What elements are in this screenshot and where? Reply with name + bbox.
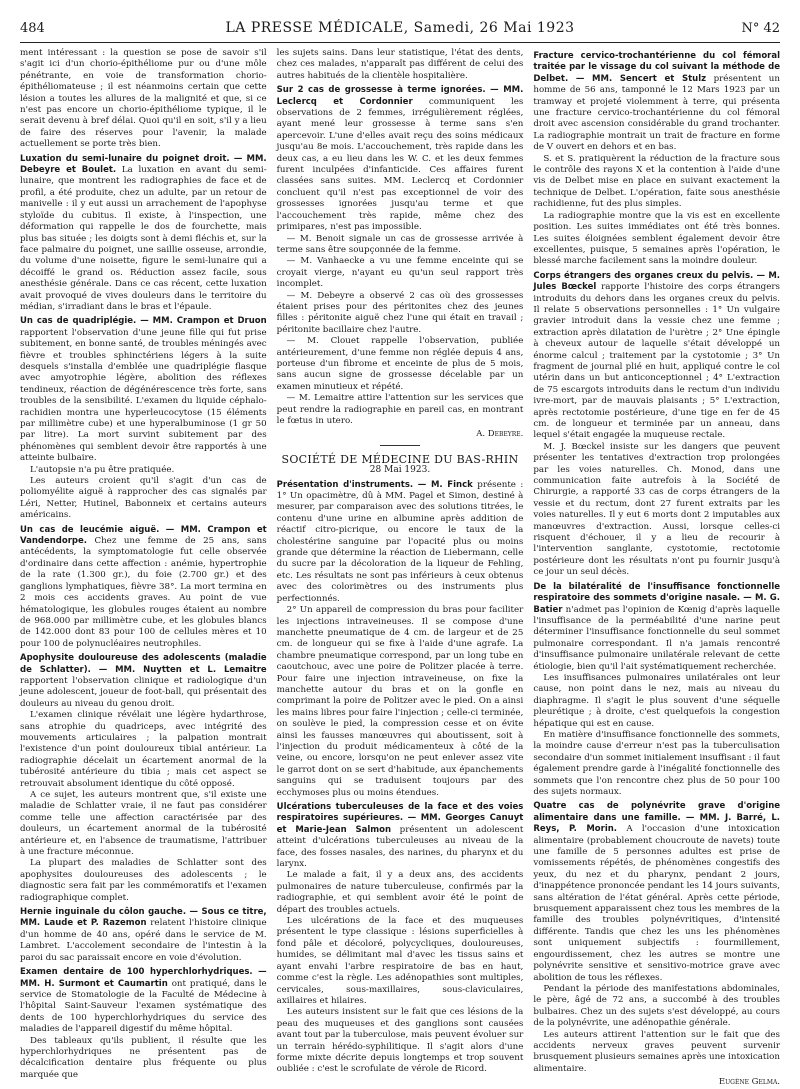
- paragraph: La luxation en avant du semi-lunaire, que montrent les radiographies de face et de profil, a été produite, chez un adulte, par un retour de manivelle : il y eut aussi un arrachement de l'apophyse styloïde du cubitus. Il existe, à l'inspection, une déformation qui rappelle le dos de fourchette, mais plus bas située ; les doigts sont à demi fléchis et, sur la face palmaire du poignet, une saillie osseuse, arrondie, du volume d'une noisette, figure le semi-lunaire qui a décoiffé le grand os. Réduction assez facile, sous anesthésie générale. Dans ce cas récent, cette luxation avait provoqué de vives douleurs dans le territoire du médian, s'irradiant dans le bras et l'épaule.: [20, 165, 267, 312]
- paragraph: présentent un homme de 56 ans, tamponné le 12 Mars 1923 par un tramway et projeté violemment à terre, qui présenta une fracture cervico-trochantérienne du col fémoral droit avec ascension considérable du grand trochanter. La radiographie montrait un trait de fracture en forme de V ouvert en dehors et en bas.: [533, 73, 781, 153]
- society-date: 28 Mai 1923.: [369, 465, 431, 476]
- section-ulcerations: [277, 802, 524, 1076]
- paragraph: rapportent l'observation d'une jeune fille qui fut prise subitement, en bonne santé, de troubles méningés avec fièvre et troubles sphinctériens légers à la suite desquels s'installa d'emblée une quadriplégie flasque avec amyotrophie légère, abolition des réflexes tendineux, réaction de dégénérescence très forte, sans troubles de la sensibilité. L'examen du liquide céphalo-rachidien montra une hyperleucocytose (15 éléments par millimètre cube) et une hyperalbuminose (1 gr 50 par litre). La mort survint subitement par des phénomènes qui semblent devoir être rapportés à une atteinte bulbaire.: [20, 327, 267, 464]
- section-title: Luxation du semi-lunaire du poignet droit. — MM. Debeyre et Boulet.: [20, 153, 267, 176]
- section-title: Ulcérations tuberculeuses de la face et des voies respiratoires supérieures. — MM. Georges Canuyt et Marie-Jean Salmon: [276, 802, 524, 835]
- society-title: SOCIÉTÉ DE MÉDECINE DU BAS-RHIN: [281, 452, 519, 466]
- paragraph: ont pratiqué, dans le service de Stomatologie de la Faculté de Médecine à l'hôpital Saint-Sauveur l'examen systématique des dents de 100 hyperchlorhydriques du service des maladies de l'appareil digestif du même hôpital.: [20, 978, 267, 1035]
- section-title: Quatre cas de polynévrite grave d'origine alimentaire dans une famille. — MM. J. Barré, L. Reys, P. Morin.: [533, 801, 781, 835]
- section-grossesse: [277, 85, 524, 441]
- column-2: [276, 48, 524, 1075]
- paragraph: présente : 1° Un opacimètre, dû à MM. Pagel et Simon, destiné à mesurer, par comparaison avec des solutions titrées, le contenu d'une urine en albumine après addition de réactif citro-picrique, ou encore le taux de la cholestérine sanguine par l'opacité plus ou moins grande que détermine la réaction de Liebermann, celle du sucre par la décoloration de la liqueur de Fehling, etc. Les résultats ne sont pas inférieurs à ceux obtenus avec des colorimètres ou des instruments plus perfectionnés.: [276, 479, 524, 604]
- section-title: Examen dentaire de 100 hyperchlorhydriques. — MM. H. Surmont et Caumartin: [20, 967, 267, 989]
- paragraph: rapportent l'observation clinique et radiologique d'un jeune adolescent, joueur de foot-ball, qui présentait des douleurs au niveau du genou droit.: [20, 675, 267, 709]
- signature: Eugène Gelma.: [718, 1077, 781, 1088]
- signature: A. Debeyre.: [476, 429, 524, 440]
- paragraph: relatent l'histoire clinique d'un homme de 40 ans, opéré dans le service de M. Lambret. L'accolement secondaire de l'intestin à la paroi du sac paraissait encore en voie d'évolution.: [20, 918, 267, 963]
- section-title: Fracture cervico-trochantérienne du col fémoral traitée par le vissage du col suivant la méthode de Delbet. — MM. Sencert et Stulz: [533, 51, 781, 84]
- paragraph: Le malade a fait, il y a deux ans, des accidents pulmonaires de nature tuberculeuse, confirmés par la radiographie, et qui semblent avoir été le point de départ des troubles actuels.: [276, 870, 524, 915]
- section-polynevrite: [533, 801, 780, 1088]
- section-title: Présentation d'instruments. — M. Finck: [276, 479, 473, 490]
- page-number: 484: [20, 21, 45, 36]
- paragraph: L'examen clinique révélait une légère hydarthrose, sans atrophie du quadriceps, avec intégrité des mouvements articulaires ; la palpation montrait l'existence d'un point douloureux tibial antérieur. La radiographie décelait un écartement anormal de la tubérosité antérieure du tibia ; mais cet aspect se retrouvait absolument identique du côté opposé.: [20, 710, 267, 789]
- paragraph: 2° Un appareil de compression du bras pour faciliter les injections intraveineuses. Il se compose d'une manchette pneumatique de 4 cm. de largeur et de 25 cm. de longueur qui se fixe à l'aide d'une agrafe. La chambre pneumatique correspond, par un long tube en caoutchouc, avec une poire de Politzer placée à terre. Pour faire une injection intraveineuse, on fixe la manchette autour du bras et on la gonfle en comprimant la poire de Politzer avec le pied. On a ainsi les mains libres pour faire l'injection ; celle-ci terminée, on soulève le pied, la compression cesse et on évite ainsi les fausses manœuvres qui aboutissent, soit à l'injection du produit médicamenteux à côté de la veine, ou encore, lorsqu'on ne peut enlever assez vite le garrot dont on se sert d'habitude, aux épanchements sanguins qui se traduisent toujours par des ecchymoses plus ou moins étendues.: [276, 605, 524, 798]
- paragraph: — M. Benoit signale un cas de grossesse arrivée à terme sans être soupçonnée de la femme.: [276, 233, 524, 255]
- section-quadriplegie: [20, 316, 267, 521]
- section-corps-etrangers: [533, 271, 780, 579]
- paragraph: La plupart des maladies de Schlatter sont des apophysites douloureuses des adolescents ; le diagnostic sera fait par les commémoratifs et l'examen radiographique complet.: [20, 858, 267, 903]
- section-luxation: [20, 154, 267, 314]
- paragraph: — M. Lemaitre attire l'attention sur les services que peut rendre la radiographie en pareil cas, en montrant le fœtus in utero.: [276, 393, 524, 426]
- journal-title: LA PRESSE MÉDICALE, Samedi, 26 Mai 1923: [225, 20, 575, 36]
- page-header: [20, 20, 780, 43]
- section-title: Hernie inguinale du côlon gauche. — Sous ce titre, MM. Laude et P. Razemon: [20, 907, 267, 929]
- paragraph: — M. Debeyre a observé 2 cas où des grossesses étaient prises pour des péritonites chez des jeunes filles : péritonite aiguë chez l'une qui était en travail ; péritonite bacillaire chez l'autre.: [276, 290, 524, 335]
- paragraph: — M. Vanhaecke a vu une femme enceinte qui se croyait vierge, n'ayant eu qu'un seul rapport très incomplet.: [276, 256, 524, 290]
- paragraph: En matière d'insuffisance fonctionnelle des sommets, la moindre cause d'erreur n'est pas la tuberculisation secondaire d'un sommet initialement insuffisant : il faut également prendre garde à l'inégalité fonctionnelle des sommets que l'on rencontre chez plus de 50 pour 100 des sujets normaux.: [533, 729, 781, 797]
- paragraph: Les auteurs croient qu'il s'agit d'un cas de poliomyélite aiguë à rapprocher des cas signalés par Léri, Netter, Hutinel, Babonneix et certains auteurs américains.: [20, 476, 267, 521]
- article-columns: [20, 48, 781, 1088]
- paragraph: ment intéressant : la question se pose de savoir s'il s'agit ici d'un chorio-épithéliome pur ou d'une môle pénétrante, en voie de transformation chorio-épithéliomateuse ; il est néanmoins certain que cette lésion a toutes les allures de la malignité et que, si ce n'est pas encore un chorio-épithéliome typique, il le serait devenu à bref délai. Quoi qu'il en soit, s'il y a lieu de faire des réserves pour l'avenir, la malade actuellement se porte très bien.: [20, 48, 267, 150]
- paragraph: Pendant la période des manifestations abdominales, le père, âgé de 72 ans, a succombé à des troubles bulbaires. Chez un des sujets s'est développé, au cours de la polynévrite, une adénopathie générale.: [533, 983, 781, 1029]
- paragraph: communiquent les observations de 2 femmes, irrégulièrement réglées, ayant mené leur grossesse à terme sans s'en apercevoir. L'une d'elles avait reçu des soins médicaux jusqu'au 8e mois. L'accouchement, très rapide dans les deux cas, a eu lieu dans les W. C. et les deux femmes furent inculpées d'infanticide. Ces affaires furent classées sans suites. MM. Leclercq et Cordonnier concluent qu'il n'est pas exceptionnel de voir des grossesses ignorées jusqu'au terme et que l'accouchement très rapide, même chez des primipares, n'est pas impossible.: [276, 96, 524, 233]
- section-title: Un cas de quadriplégie. — MM. Crampon et Druon: [20, 316, 267, 327]
- section-title: Corps étrangers des organes creux du pelvis. — M. Jules Bœckel: [533, 270, 781, 293]
- column-1: [20, 48, 267, 1080]
- section-title: De la bilatéralité de l'insuffisance fonctionnelle respiratoire des sommets d'origine nasale. — M. G. Batier: [533, 581, 781, 615]
- paragraph: Les auteurs insistent sur le fait que ces lésions de la peau des muqueuses et des ganglions sont causées avant tout par la tuberculose, mais peuvent évoluer sur un terrain hérédo-syphilitique. Il s'agit alors d'une forme mixte décrite depuis longtemps et trop souvent oubliée : c'est le scrofulate de vérole de Ricord.: [276, 1007, 524, 1075]
- divider: [380, 445, 420, 446]
- paragraph: Les insuffisances pulmonaires unilatérales ont leur cause, non point dans le nez, mais au niveau du diaphragme. Il s'agit le plus souvent d'une séquelle pleurétique ; à droite, c'est quelquefois la congestion hépatique qui est en cause.: [533, 672, 781, 729]
- paragraph: Des tableaux qu'ils publient, il résulte que les hyperchlorhydriques ne présentent pas de décalcification dentaire plus fréquente ou plus marquée que: [20, 1035, 267, 1080]
- paragraph: présentent un adolescent atteint d'ulcérations tuberculeuses au niveau de la face, des fosses nasales, des narines, du pharynx et du larynx.: [276, 824, 524, 870]
- paragraph: L'autopsie n'a pu être pratiquée.: [30, 464, 175, 475]
- section-instruments: [277, 480, 524, 799]
- section-title: Apophysite douloureuse des adolescents (maladie de Schlatter). — MM. Nuytten et L. Lemaitre: [20, 653, 267, 675]
- paragraph: Chez une femme de 25 ans, sans antécédents, la symptomatologie fut celle observée d'ordinaire dans cette affection : anémie, hypertrophie de la rate (1.300 gr.), du foie (2.700 gr.) et des ganglions lymphatiques, fièvre 38°. La mort termina en 2 mois ces accidents graves. Au point de vue hématologique, les globules rouges étaient au nombre de 968.000 par millimètre cube, et les globules blancs de 142.000 dont 83 pour 100 de cellules mères et 10 pour 100 de polynucléaires neutrophiles.: [20, 536, 267, 649]
- section-title: Sur 2 cas de grossesse à terme ignorées. — MM. Leclercq et Cordonnier: [276, 85, 524, 107]
- paragraph: A ce sujet, les auteurs montrent que, s'il existe une maladie de Schlatter vraie, il ne faut pas considérer comme telle une affection caractérisée par des douleurs, un écartement anormal de la tubérosité antérieure et, en l'absence de traumatisme, l'attribuer à une fracture méconnue.: [20, 790, 267, 858]
- section-bilateralite: [533, 582, 780, 799]
- paragraph: La radiographie montre que la vis est en excellente position. Les suites immédiates ont été très bonnes. Les suites éloignées semblent également devoir être excellentes, puisque, 5 semaines après l'opération, le blessé marche facilement sans la moindre douleur.: [533, 210, 781, 267]
- section-apophysite: [20, 653, 267, 904]
- section-leucemie: [20, 525, 267, 650]
- section-hernie: [20, 907, 267, 964]
- paragraph: rapporte l'histoire des corps étrangers introduits du dehors dans les organes creux du pelvis. Il relate 5 observations personnelles : 1° Un vulgaire gravier introduit dans la vessie chez une femme ; extraction après dilatation de l'urètre ; 2° Une épingle à cheveux autour de laquelle s'était développé un énorme calcul ; traitement par la cystotomie ; 3° Un fragment de journal plié en huit, appliqué contre le col utérin dans un but anticonceptionnel ; 4° L'extraction de 75 escargots introduits dans le rectum d'un individu ivre-mort, par de mauvais plaisants ; 5° L'extraction, après rectotomie postérieure, d'une tige en fer de 45 cm. de longueur et terminée par un anneau, dans lequel s'était engagée la muqueuse rectale.: [533, 282, 781, 441]
- paragraph: S. et S. pratiquèrent la réduction de la fracture sous le contrôle des rayons X et la contention à l'aide d'une vis de Delbet mise en place en suivant exactement la technique de Delbet. L'opération, faite sous anesthésie rachidienne, fut des plus simples.: [533, 153, 781, 210]
- paragraph: n'admet pas l'opinion de Kœnig d'après laquelle l'insuffisance de la perméabilité d'une narine peut déterminer l'insuffisance fonctionnelle du seul sommet pulmonaire correspondant. Il n'a jamais rencontré d'insuffisance pulmonaire unilatérale relevant de cette étiologie, bien qu'il l'ait systématiquement recherchée.: [533, 604, 781, 672]
- paragraph: — M. Clouet rappelle l'observation, publiée antérieurement, d'une femme non réglée depuis 4 ans, porteuse d'un fibrome et enceinte de plus de 5 mois, sans aucun signe de grossesse décelable par un examen minutieux et répété.: [276, 336, 524, 392]
- section-examen-dentaire: [20, 967, 267, 1081]
- paragraph: M. J. Bœckel insiste sur les dangers que peuvent présenter les tentatives d'extraction trop prolongées par les voies naturelles. Ch. Monod, dans une communication faite autrefois à la Société de Chirurgie, a rapporté 33 cas de corps étrangers de la vessie et du rectum, dont 27 furent extraits par les voies naturelles. Il y eut 6 morts dont 2 imputables aux manœuvres d'extraction. Aussi, lorsque celles-ci risquent d'échouer, il y a lieu de recourir à l'intervention sanglante, cystotomie, rectotomie postérieure dont les résultats n'ont pu fournir jusqu'à ce jour un seul décès.: [533, 441, 781, 578]
- issue-number: N° 42: [741, 21, 780, 36]
- paragraph: A l'occasion d'une intoxication alimentaire (probablement choucroute de navets) toute une famille de 5 personnes adultes est prise de vomissements répétés, de phénomènes congestifs des yeux, du nez et du pharynx, pendant 2 jours, d'inappétence prononcée pendant les 14 jours suivants, sans altération de l'état général. Après cette période, brusquement apparaissent chez tous les membres de la famille des troubles polynévritiques, d'intensité différente. Tandis que chez les uns les phénomènes sont uniquement subjectifs : fourmillement, engourdissement, chez les autres se montre une polynévrite sensitive et sensitivo-motrice grave avec abolition de tous les réflexes.: [533, 824, 781, 983]
- section-fracture: [533, 51, 780, 268]
- paragraph: Les ulcérations de la face et des muqueuses présentent le type classique : lésions superficielles à fond pâle et décoloré, polycycliques, douloureuses, humides, se délimitant mal d'avec les tissus sains et ayant envahi l'arbre respiratoire de bas en haut, comme c'est la règle. Les adénopathies sont multiples, cervicales, sous-maxillaires, sous-claviculaires, axillaires et hilaires.: [276, 916, 524, 1006]
- paragraph: les sujets sains. Dans leur statistique, l'état des dents, chez ces malades, n'apparaît pas différent de celui des autres habitués de la clientèle hospitalière.: [276, 48, 524, 81]
- paragraph: Les auteurs attirent l'attention sur le fait que des accidents nerveux graves peuvent survenir brusquement plusieurs semaines après une intoxication alimentaire.: [533, 1029, 781, 1074]
- column-3: [533, 48, 781, 1088]
- section-title: Un cas de leucémie aiguë. — MM. Crampon et Vandendorpe.: [20, 524, 267, 547]
